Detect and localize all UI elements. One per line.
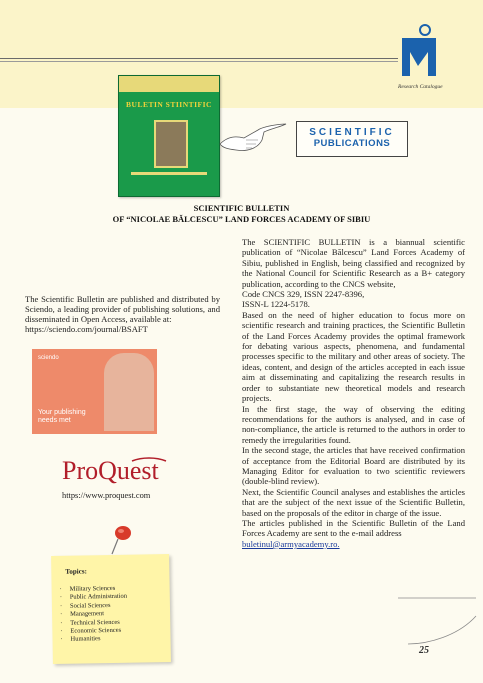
sciendo-tagline: Your publishing needs met <box>38 409 86 424</box>
cover-portrait <box>154 120 188 168</box>
logo-caption: Research Catalogue <box>398 84 443 90</box>
badge-line-2: PUBLICATIONS <box>313 138 391 149</box>
page-subtitle: OF “NICOLAE BĂLCESCU” LAND FORCES ACADEMY OF SIBIU <box>112 214 371 224</box>
sciendo-banner <box>32 349 157 434</box>
topic-item: · Military Sciences <box>60 585 127 595</box>
proquest-link[interactable]: https://www.proquest.com <box>62 491 151 500</box>
topic-item: · Social Sciences <box>60 602 127 612</box>
second-stage-paragraph: In the second stage, the articles that have received confirmation of acceptance from the Editorial Board are distributed by its Managing Editor for evaluation to two scientific reviewers (double-blind review). <box>242 445 465 487</box>
topics-title: Topics: <box>65 567 87 576</box>
distribution-text: The Scientific Bulletin are published and distributed by Sciendo, a leading provider of publishing solutions, and disseminated in Open Access, available at: <box>25 294 220 324</box>
badge-line-1: SCIENTIFIC <box>309 127 395 138</box>
scientific-publications-badge <box>296 121 408 157</box>
header-rule <box>0 58 398 59</box>
sciendo-figure-image <box>104 353 154 431</box>
decorative-curve <box>398 596 478 646</box>
issn-line: ISSN-L 1224-5178. <box>242 299 310 310</box>
cover-footer-strip <box>131 172 207 175</box>
pushpin-icon <box>108 523 134 555</box>
cncs-code-line: Code CNCS 329, ISSN 2247-8396, <box>242 289 365 300</box>
topic-item: · Humanities <box>60 635 127 645</box>
bulletin-cover-image <box>118 75 220 197</box>
framework-paragraph: Based on the need of higher education to focus more on scientific research and training practices, the Scientific Bulletin of the Land Forces Academy provides the optimal framework for debating various aspects, phenomena, and fundamental processes specific to the military and other areas of society. The ideas, content, and design of the articles accepted in each issue aim at disseminating and capitalizing the research results in order to substantiate new theoretical models and research projects. <box>242 309 465 404</box>
topic-item: · Public Administration <box>60 593 127 603</box>
council-paragraph: Next, the Scientific Council analyses and establishes the articles that are the subject of the next issue of the Scientific Bulletin, based on the proposals of the editor in charge of the issue. <box>242 486 465 518</box>
cover-title: BULETIN STIINTIFIC <box>126 100 212 109</box>
sciendo-logo: sciendo <box>38 355 59 361</box>
topics-sticky-note <box>51 554 171 664</box>
topic-item: · Management <box>60 610 127 620</box>
left-column <box>25 294 220 334</box>
right-column <box>242 237 465 549</box>
sciendo-link[interactable]: https://sciendo.com/journal/BSAFT <box>25 324 148 334</box>
academy-logo-icon <box>398 22 440 78</box>
topic-item: · Technical Sciences <box>60 618 127 628</box>
email-paragraph: The articles published in the Scientific Bulletin of the Land Forces Academy are sent to the e-mail address <box>242 517 465 539</box>
proquest-logo <box>60 453 170 487</box>
pointing-hand-icon <box>218 118 288 156</box>
header-rule-secondary <box>0 61 398 62</box>
page-title: SCIENTIFIC BULLETIN <box>193 203 290 213</box>
email-link[interactable]: buletinul@armyacademy.ro. <box>242 538 340 549</box>
first-stage-paragraph: In the first stage, the way of observing the editing recommendations for the authors is analysed, and in case of non-compliance, the article is returned to the authors in order to remedy the irregularities found. <box>242 403 465 445</box>
cover-header-strip <box>119 76 219 92</box>
topics-list <box>60 585 128 645</box>
page-number: 25 <box>419 645 429 656</box>
proquest-logo-text: ProQuest <box>62 456 159 485</box>
intro-paragraph: The SCIENTIFIC BULLETIN is a biannual scientific publication of “Nicolae Bălcescu” Land Forces Academy of Sibiu, published in English, being classified and recognized by the National Council for Scientific Research as a B+ category publication, according to the CNCS website, <box>242 237 465 289</box>
topic-item: · Economic Sciences <box>60 627 127 637</box>
